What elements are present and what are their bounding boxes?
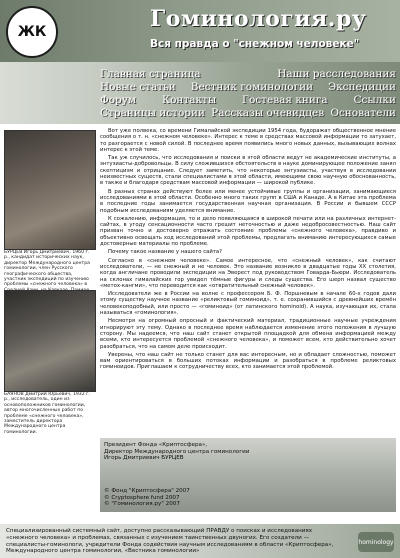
portrait-photo-burtsev	[4, 130, 96, 250]
site-header	[0, 0, 400, 62]
article-paragraph: Так уж случилось, что исследования и поиски в этой области ведут не академические институты, а энтузиасты-добровольцы. В силу сложившихся обстоятельств в науке доминирующее положение занял скептицизм и отрицание. Следует заметить, что некоторые энтузиасты, участвуя в исследовании неизвестных существ, стали специалистами в этой области, имеющими свою научную обоснованность, в также и благодаря средствам массовой информации — широкой публике.	[100, 155, 396, 187]
article-paragraph: Почему такое название у нашего сайта?	[108, 249, 222, 256]
article-paragraph: Несмотря на огромный опросный и фактический материал, традиционные научные учреждения игнорируют эту тему. Однако в последнее время наблюдается изменение этого положения в лучшую сторону. Мы надеемся, что наш сайт станет открытой площадкой для обмена информацией между всеми, кто интересуется проблемой «снежного человека», и поможет всем, кто действительно хочет разобраться, что на самом деле происходит.	[100, 318, 396, 350]
copyright-line: © "Гоминология.ру" 2007	[104, 501, 180, 508]
article-paragraph: Вот уже полвека, со времени Гималайской экспедиции 1954 года, будоражат общественное мнение сообщения о т. н. «снежном человеке». Интерес к теме в средствах массовой информации то затухает, то разгорается с новой силой. В последнее время появились много новых данных, вызывающих волнах интерес к этой теме.	[100, 128, 396, 153]
article-paragraph: Уверены, что наш сайт не только станет для вас интересным, но и обладает сложностью, поможет вам ориентироваться в больших потоках информации и разобраться в проблеме реликтовых гоминоидов. Приглашаем к сотрудничеству всех, кто занимается этой проблемой.	[100, 351, 396, 371]
signature-block	[104, 442, 249, 462]
nav-link-forum[interactable]: Форум	[100, 94, 137, 106]
signature-line: Директор Международного центра гоминологии	[104, 448, 250, 455]
nav-link-investigations[interactable]: Наши расследования	[277, 68, 396, 80]
nav-link-links[interactable]: Ссылки	[353, 94, 396, 106]
article-paragraph: В разных странах действуют более или менее устойчивые группы и организации, занимающиеся исследованиями в этой области. Особенно много таких групп в США и Канаде. А в Китае эта проблема в последние годы занимается государственная научная организация. В России и бывшем СССР подобным исследованиям уделяется внимание.	[100, 188, 396, 214]
nav-link-bulletin[interactable]: Вестник гоминологии	[190, 81, 314, 93]
nav-row-3	[100, 94, 396, 106]
site-logo[interactable]	[6, 6, 58, 58]
nav-link-home[interactable]: Главная страница	[100, 68, 201, 80]
nav-link-history[interactable]: Страницы истории	[100, 107, 205, 119]
article-paragraph: Исследователи же в России на волне с профессором Б. Ф. Поршневым в начале 60-х годов дали этому существу научное название «реликтовый гоминоид», т. е. сохранившийся с древнейших времён человекоподобный, или просто — «гоминоид» (от латинского hominoid). А наука, изучающая их, стала называться «гоминология».	[100, 291, 396, 317]
signature-line: Президент Фонда «Криптосфера»,	[104, 442, 208, 448]
nav-row-4	[100, 107, 396, 119]
nav-row-2	[100, 81, 396, 93]
copyright-line: © Фонд "Криптосфера" 2007	[104, 488, 190, 494]
signature-line: Игорь Дмитриевич БУРЦЕВ	[104, 455, 184, 462]
nav-link-guestbook[interactable]: Гостевая книга	[242, 94, 328, 106]
nav-link-new-articles[interactable]: Новые статьи	[100, 81, 176, 93]
main-article	[100, 128, 396, 373]
nav-link-contacts[interactable]: Контакты	[161, 94, 217, 106]
nav-row-1	[100, 68, 396, 80]
nav-link-expeditions[interactable]: Экспедиции	[328, 81, 396, 93]
caption-bayanov: БАЯНОВ Дмитрий Юрьевич, 1932 г. р., исследователь, один из основоположников гоминологии, автор многочисленных работ по проблеме «снежного человека», заместитель директора Международного центра гоминологии.	[4, 392, 90, 435]
article-paragraph: К сожалению, информация, то и дело появляющаяся в широкой печати или на различных интернет-сайтах, в угоду сенсационности часто грешит неточностью и даже недобросовестностью. Наш сайт призван точно и достоверно отражать состояние проблемы «снежного человека», правдиво и объективно освещать ход исследований этой проблемы, предлагать вниманию интересующихся самые достоверные материалы по проблеме.	[100, 215, 396, 248]
main-navigation	[0, 62, 400, 124]
article-paragraph: Согласно в «снежном человеке». Самое интересное, что «снежный человек», как считают исследователи, — не снежный и не человек. Это название возникло в двадцатые годы ХХ столетия, когда англичане проводили экспедиции на Эверест под руководством Говарда-Бьюри. Исследователь на склонах гималайских гор увидел тёмные фигуры и следы существа. Его шерп назвал существо «метох-кангми», что переводится как «отвратительный снежный человек».	[100, 257, 396, 289]
site-title: Гоминология.ру	[150, 6, 367, 32]
nav-link-eyewitness[interactable]: Рассказы очевидцев	[211, 107, 325, 119]
site-footer	[0, 524, 400, 558]
caption-burtsev: БУРЦЕВ Игорь Дмитриевич, 1960 г. р., кандидат исторических наук, директор Международного центра гоминологии, член Русского географического общества, участник экспедиций по изучению проблемы «снежного человека» в	[4, 250, 90, 288]
logo-text: ЖК	[17, 24, 47, 40]
nav-link-founders[interactable]: Основатели	[330, 107, 396, 119]
site-tagline: Вся правда о "снежном человеке"	[150, 38, 360, 50]
copyright-block	[104, 488, 190, 508]
copyright-line: © Cryptosphere fund 2007	[104, 494, 180, 501]
footer-logo[interactable]: hominology	[358, 532, 394, 552]
footer-description: Специализированный системный сайт, доступно рассказывающий ПРАВДУ о поисках и исследованиях «снежного человека» и проблемах, связанных с изучением таинственных двуногих. Его создатели — специалисты-гоминологи, учредители Фонда содействия научным исследованиям в области «Криптосфера», Международного центра гоминологии, «Вестника гоминологии»	[6, 528, 334, 555]
portrait-photo-bayanov	[4, 290, 96, 392]
